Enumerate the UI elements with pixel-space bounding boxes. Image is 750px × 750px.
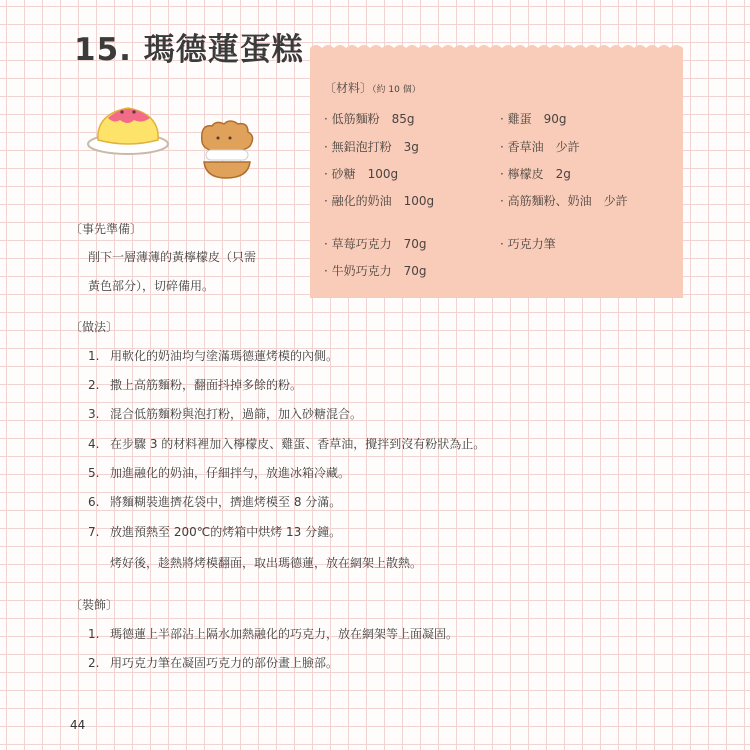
prep-line: 黃色部分），切碎備用。 bbox=[88, 279, 215, 293]
decoration-heading: 〔裝飾〕 bbox=[70, 598, 119, 612]
ingredient-row bbox=[500, 110, 567, 127]
ingredient-name: · 融化的奶油 bbox=[324, 194, 392, 208]
ingredient-name: · 雞蛋 bbox=[500, 112, 532, 126]
page-number: 44 bbox=[70, 718, 86, 732]
decoration-step bbox=[88, 625, 458, 642]
method-step bbox=[88, 523, 341, 540]
method-step bbox=[88, 464, 350, 481]
step-number: 7. bbox=[88, 525, 100, 539]
step-text: 瑪德蓮上半部沾上隔水加熱融化的巧克力，放在網架等上面凝固。 bbox=[110, 627, 459, 641]
ingredient-row bbox=[500, 138, 580, 155]
ingredient-qty: 少許 bbox=[603, 194, 628, 208]
ingredient-row bbox=[500, 165, 571, 182]
ingredient-qty: 2g bbox=[555, 167, 571, 181]
ingredient-qty: 100g bbox=[367, 167, 399, 181]
ingredient-name: · 香草油 bbox=[500, 140, 544, 154]
ingredient-row bbox=[324, 138, 419, 155]
ingredient-name: · 草莓巧克力 bbox=[324, 237, 392, 251]
step-number: 5. bbox=[88, 466, 100, 480]
ingredient-qty: 3g bbox=[403, 140, 419, 154]
ingredient-name: · 低筋麵粉 bbox=[324, 112, 380, 126]
step-text: 放進預熱至 200℃的烤箱中烘烤 13 分鐘。 bbox=[110, 525, 342, 539]
step-text: 用軟化的奶油均勻塗滿瑪德蓮烤模的內側。 bbox=[110, 349, 339, 363]
ingredient-name: · 無鋁泡打粉 bbox=[324, 140, 392, 154]
ingredient-qty: 70g bbox=[403, 237, 427, 251]
method-heading: 〔做法〕 bbox=[70, 320, 119, 334]
step-text: 在步驟 3 的材料裡加入檸檬皮、雞蛋、香草油，攪拌到沒有粉狀為止。 bbox=[110, 437, 486, 451]
method-step bbox=[88, 347, 338, 364]
ingredients-card bbox=[310, 52, 683, 298]
step-number: 1. bbox=[88, 349, 100, 363]
step-text: 用巧克力筆在凝固巧克力的部份畫上臉部。 bbox=[110, 656, 339, 670]
step-number: 6. bbox=[88, 495, 100, 509]
ingredient-qty: 70g bbox=[403, 264, 427, 278]
ingredient-qty: 85g bbox=[391, 112, 415, 126]
method-step bbox=[88, 376, 302, 393]
ingredient-name: · 砂糖 bbox=[324, 167, 356, 181]
step-text: 將麵糊裝進擠花袋中，擠進烤模至 8 分滿。 bbox=[110, 495, 342, 509]
ingredient-row bbox=[324, 110, 415, 127]
step-number: 2. bbox=[88, 378, 100, 392]
step-number: 4. bbox=[88, 437, 100, 451]
method-step-note: 烤好後，趁熱將烤模翻面，取出瑪德蓮，放在網架上散熱。 bbox=[110, 556, 423, 570]
madeleine-pudding-illustration bbox=[84, 96, 176, 160]
prep-heading: 〔事先準備〕 bbox=[70, 222, 143, 236]
ingredient-row bbox=[324, 235, 427, 252]
method-step bbox=[88, 435, 485, 452]
decoration-step bbox=[88, 654, 338, 671]
step-text: 混合低筋麵粉與泡打粉，過篩，加入砂糖混合。 bbox=[110, 407, 363, 421]
page-title: 15. 瑪德蓮蛋糕 bbox=[74, 32, 304, 68]
step-number: 3. bbox=[88, 407, 100, 421]
step-text: 加進融化的奶油，仔細拌勻，放進冰箱冷藏。 bbox=[110, 466, 351, 480]
method-step bbox=[88, 493, 341, 510]
ingredient-name: · 牛奶巧克力 bbox=[324, 264, 392, 278]
step-number: 2. bbox=[88, 656, 100, 670]
madeleine-bear-illustration bbox=[194, 118, 260, 182]
ingredient-qty: 100g bbox=[403, 194, 435, 208]
ingredient-row bbox=[324, 192, 434, 209]
ingredient-row bbox=[324, 165, 398, 182]
ingredient-name: · 高筋麵粉、奶油 bbox=[500, 194, 592, 208]
ingredient-name: · 檸檬皮 bbox=[500, 167, 544, 181]
ingredient-name: · 巧克力筆 bbox=[500, 237, 556, 251]
method-step bbox=[88, 405, 362, 422]
step-number: 1. bbox=[88, 627, 100, 641]
ingredient-row bbox=[500, 235, 556, 252]
ingredient-qty: 少許 bbox=[555, 140, 580, 154]
ingredient-row bbox=[500, 192, 628, 209]
prep-line: 削下一層薄薄的黃檸檬皮（只需 bbox=[88, 250, 257, 264]
ingredients-title: 〔材料〕 bbox=[324, 81, 373, 95]
step-text: 撒上高筋麵粉，翻面抖掉多餘的粉。 bbox=[110, 378, 303, 392]
ingredients-heading bbox=[324, 79, 421, 96]
ingredient-qty: 90g bbox=[543, 112, 567, 126]
ingredient-row bbox=[324, 262, 427, 279]
ingredients-yield: （約 10 個） bbox=[372, 85, 421, 95]
